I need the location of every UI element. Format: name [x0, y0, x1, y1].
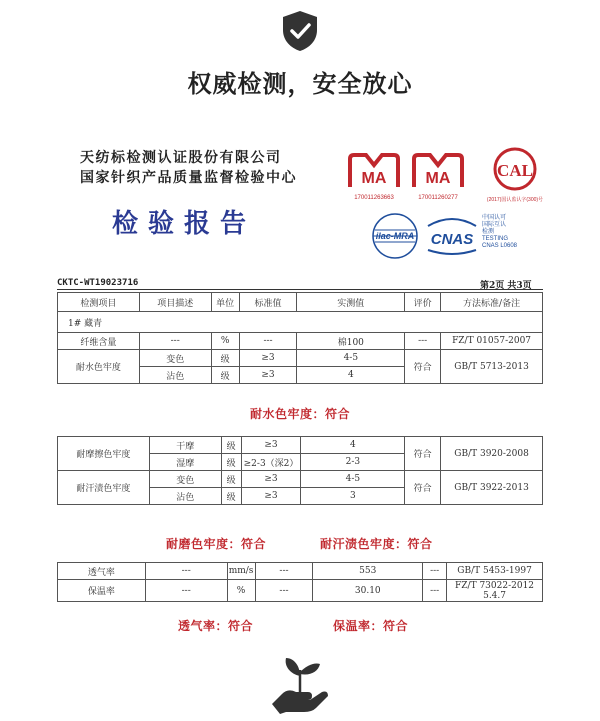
col-header-std: 标准值: [239, 293, 297, 312]
table-cell: 棉100: [297, 333, 405, 350]
table-cell: 干摩: [149, 437, 221, 454]
method-line: FZ/T 73022-2012: [455, 580, 535, 591]
table-cell: ---: [405, 333, 441, 350]
verdict-rubbing-fastness: 耐磨色牢度：符合: [166, 537, 267, 551]
table-cell: 2-3: [301, 454, 405, 471]
cma-logo-2-number: 170011260277: [418, 195, 458, 201]
table-cell: 变色: [149, 471, 221, 488]
table-row: [58, 437, 543, 454]
table-cell: 沾色: [149, 488, 221, 505]
cnas-logo-text: CNAS: [430, 231, 474, 248]
table-cell: ---: [239, 333, 297, 350]
cnas-desc-line: 国际互认: [482, 222, 507, 228]
method-line: 5.4.7: [483, 590, 506, 601]
col-header-value: 实测值: [297, 293, 405, 312]
verdict-thermal-insulation: 保温率：符合: [333, 619, 409, 633]
table-cell: ≥3: [241, 437, 301, 454]
table-row: [58, 580, 543, 602]
table-cell: ---: [255, 580, 313, 602]
table-cell: 553: [313, 563, 423, 580]
table-row: [58, 471, 543, 488]
table-cell: 符合: [405, 471, 441, 505]
table-cell: 耐水色牢度: [58, 350, 140, 384]
table-cell: 3: [301, 488, 405, 505]
table-cell: GB/T 5453-1997: [447, 563, 543, 580]
page-number: 第2页 共3页: [480, 281, 532, 291]
table-cell: ---: [255, 563, 313, 580]
table-cell: ≥3: [241, 471, 301, 488]
results-table-3: [57, 562, 543, 602]
table-row: [58, 350, 543, 367]
table-cell: 30.10: [313, 580, 423, 602]
table-row: [58, 333, 543, 350]
table-cell: ≥3: [239, 350, 297, 367]
col-header-unit: 单位: [211, 293, 239, 312]
plant-hand-icon: [268, 648, 332, 714]
cma-logo-1-text: MA: [361, 170, 387, 187]
table-row: [58, 563, 543, 580]
table-cell: ---: [145, 563, 227, 580]
header-divider: [57, 289, 543, 290]
table-cell: 级: [211, 367, 239, 384]
org-name-line1: 天纺标检测认证股份有限公司: [80, 150, 282, 166]
verdict-perspiration-fastness: 耐汗渍色牢度：符合: [320, 537, 433, 551]
cal-logo: [478, 146, 552, 204]
table-cell: 变色: [139, 350, 211, 367]
table-cell: %: [211, 333, 239, 350]
cnas-desc-line: CNAS L0608: [482, 243, 518, 249]
table-cell: mm/s: [227, 563, 255, 580]
table-cell: ---: [145, 580, 227, 602]
col-header-method: 方法标准/备注: [441, 293, 543, 312]
table-cell: 级: [221, 471, 241, 488]
cal-logo-number: (2017)国认监认字(300)号: [486, 197, 544, 203]
table-cell: 4: [297, 367, 405, 384]
verdict-air-permeability: 透气率：符合: [178, 619, 254, 633]
table-cell: 级: [221, 437, 241, 454]
table-cell: 级: [221, 488, 241, 505]
table-cell: 纤维含量: [58, 333, 140, 350]
ilac-mra-logo: [369, 212, 421, 260]
report-title: 检验报告: [112, 209, 257, 239]
table-cell: GB/T 3920-2008: [441, 437, 543, 471]
page-headline: 权威检测，安全放心: [187, 70, 413, 98]
cma-logo-1: [346, 151, 402, 203]
results-table-2: [57, 436, 543, 505]
table-cell: 符合: [405, 350, 441, 384]
cnas-desc-line: 检测: [482, 229, 495, 235]
verdict-water-fastness: 耐水色牢度：符合: [249, 407, 350, 421]
table-cell: %: [227, 580, 255, 602]
cal-logo-text: CAL: [497, 161, 533, 180]
table-cell: ---: [423, 580, 447, 602]
cnas-logo: [424, 216, 480, 256]
table-cell: 透气率: [58, 563, 146, 580]
table-cell: 湿摩: [149, 454, 221, 471]
table-cell: 保温率: [58, 580, 146, 602]
table-cell: ≥3: [239, 367, 297, 384]
sample-id-cell: 1# 藏青: [58, 312, 543, 333]
org-name-line2: 国家针织产品质量监督检验中心: [80, 170, 297, 186]
table-cell: ---: [423, 563, 447, 580]
cma-logo-2-text: MA: [425, 170, 451, 187]
table-cell: 级: [211, 350, 239, 367]
table-cell: GB/T 5713-2013: [441, 350, 543, 384]
col-header-item: 检测项目: [58, 293, 140, 312]
table-cell: GB/T 3922-2013: [441, 471, 543, 505]
table-cell: ---: [139, 333, 211, 350]
shield-check-icon: [281, 10, 319, 52]
table-cell: 4-5: [297, 350, 405, 367]
table-cell: ≥2-3（深2）: [241, 454, 301, 471]
cnas-desc-line: TESTING: [482, 236, 509, 242]
table-cell: FZ/T 01057-2007: [441, 333, 543, 350]
table-cell: 沾色: [139, 367, 211, 384]
table-cell: 符合: [405, 437, 441, 471]
report-number: CKTC-WT19023716: [57, 278, 139, 288]
table-cell: 耐汗渍色牢度: [58, 471, 150, 505]
col-header-desc: 项目描述: [139, 293, 211, 312]
table-header-row: [58, 293, 543, 312]
table-cell: 耐摩擦色牢度: [58, 437, 150, 471]
table-row: [58, 312, 543, 333]
results-table-1: [57, 292, 543, 384]
cma-logo-2: [410, 151, 466, 203]
table-cell: 4: [301, 437, 405, 454]
cma-logo-1-number: 170011263663: [354, 195, 394, 201]
table-cell: 4-5: [301, 471, 405, 488]
table-cell: [447, 580, 543, 602]
table-cell: 级: [221, 454, 241, 471]
col-header-eval: 评价: [405, 293, 441, 312]
ilac-mra-text: ilac-MRA: [375, 231, 415, 241]
table-cell: ≥3: [241, 488, 301, 505]
cnas-desc-line: 中国认可: [482, 215, 507, 221]
cnas-description: [482, 215, 517, 250]
